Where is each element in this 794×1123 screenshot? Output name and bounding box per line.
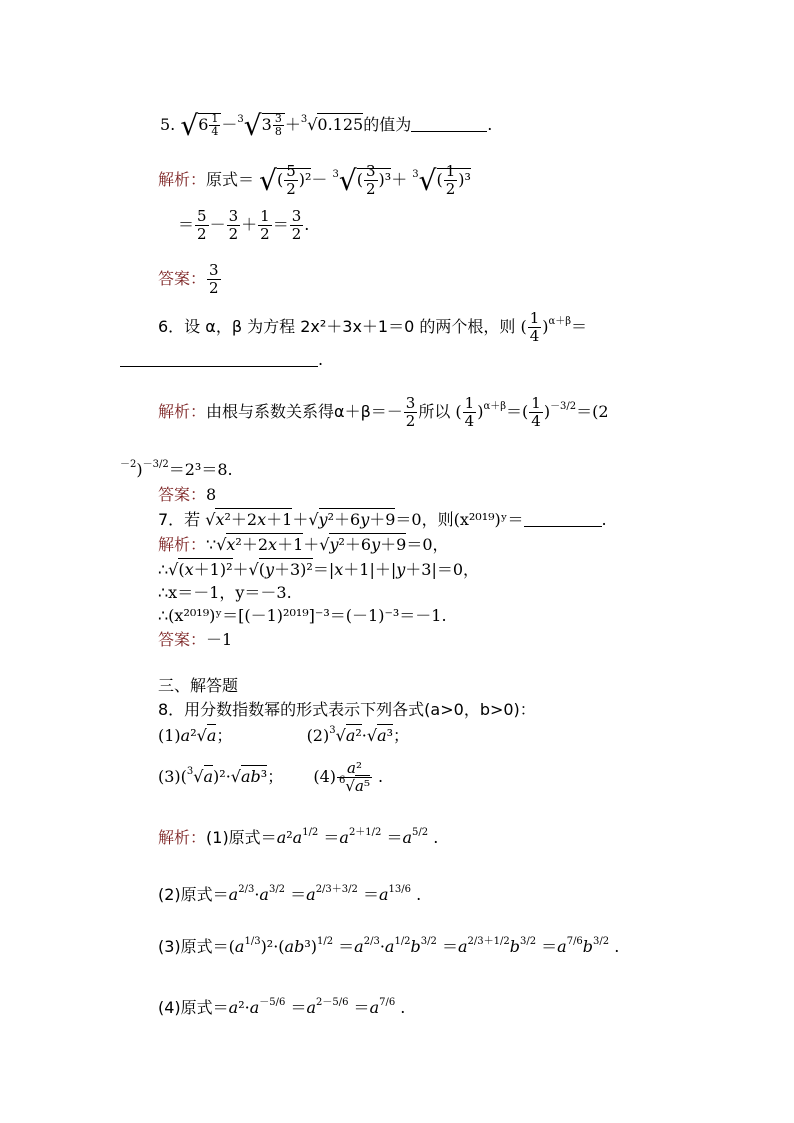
solution-text: ∴x＝－1，y＝－3. (158, 583, 292, 602)
problem-8-solution-4: (4)原式$=a^2\cdot a^{-5/6} =a^{2-5/6} =a^{7/6}$ . (158, 997, 406, 1017)
item-number: (2) (306, 726, 330, 745)
problem-7-solution-line2: ∴√(x＋1)²＋√(y＋3)²＝|x＋1|＋|y＋3|＝0， (158, 560, 480, 579)
answer-blank (120, 350, 318, 367)
solution-text: (1)原式＝ (206, 828, 277, 847)
problem-7-solution-line3 (158, 583, 292, 603)
answer-value: －1 (206, 630, 233, 649)
answer-value: 8 (206, 485, 217, 504)
problem-8-solution-1: 解析：(1)原式$=a^2a^{1/2} =a^{2+1/2} =a^{5/2}$ . (158, 827, 439, 847)
problem-6-solution: 解析：由根与系数关系得α＋β＝－ $\frac{3}{2}$ 所以 ( $\frac{1}{4}$ )$^{\alpha+\beta}$＝( $\frac{1}{4}$ )$^{-3/2}$＝(2 (158, 394, 609, 430)
problem-7-solution-line4 (158, 606, 447, 626)
solution-text-b: 所以 (418, 402, 451, 421)
question-text: 6．设 α，β 为方程 2x²＋3x＋1＝0 的两个根，则 (158, 317, 516, 336)
solution-label: 解析： (158, 828, 207, 847)
solution-text: 原式＝ (206, 170, 255, 189)
solution-label: 解析： (158, 535, 207, 554)
problem-5-question: 5. √6 $\frac{1}{4}$ －$^3$√3 $\frac{3}{8}$ ＋$^3$√0.125的值为 . (160, 109, 493, 142)
problem-8-solution-3: (3)原式$=(a^{1/3})^2\cdot(ab^3)^{1/2} =a^{2/3}\cdot a^{1/2}b^{3/2} =a^{2/3+1/2}b^{3/2} =a^{7/6}b^{3/2}$ . (158, 936, 620, 956)
answer-denominator: 2 (209, 279, 219, 297)
solution-text: ∴(x²⁰¹⁹)ʸ＝[(－1)²⁰¹⁹]⁻³＝(－1)⁻³＝－1. (158, 606, 447, 625)
item-number: (1) (158, 726, 181, 745)
solution-text: (3)原式＝ (158, 937, 229, 956)
item-number: (4) (313, 767, 337, 786)
item-number: (3) (158, 767, 181, 786)
answer-blank (524, 510, 602, 527)
problem-6-answer (158, 485, 216, 505)
problem-8-items-row2: (3)($^3$√a)²·√ab³； (4) $\frac{\text{a²}}{^6√a^5}$ . (158, 759, 384, 795)
solution-label: 解析： (158, 402, 207, 421)
problem-5-solution-line2: ＝ $\frac{5}{2}$ － $\frac{3}{2}$ ＋ $\frac{1}{2}$ ＝ $\frac{3}{2}$ . (178, 207, 310, 243)
problem-6-question: 6．设 α，β 为方程 2x²＋3x＋1＝0 的两个根，则 ( $\frac{1}{4}$ )$^{\alpha+\beta}$＝ (158, 309, 588, 345)
solution-result: ＝2³＝8. (168, 460, 233, 479)
solution-text-a: 由根与系数关系得α＋β＝－ (206, 402, 403, 421)
problem-8-items-row1: (1)a²√a； $(2)^3√a^2\cdot√a^3$； (158, 725, 410, 745)
solution-text: (2)原式＝ (158, 885, 229, 904)
problem-8-question: 8．用分数指数幂的形式表示下列各式(a>0，b>0)： (158, 700, 536, 719)
solution-label: 解析： (158, 170, 207, 189)
answer-blank (411, 115, 487, 132)
question-tail: 的值为 (363, 115, 412, 134)
problem-5-solution-line1: 解析：原式＝ √( $\frac{5}{2}$ )²－ $^3$√( $\frac{3}{2}$ )³＋ $^3$√( $\frac{1}{2}$ )³ (158, 162, 471, 198)
answer-label: 答案： (158, 485, 207, 504)
problem-7-question: 7．若 √x²＋2x＋1＋√y²＋6y＋9＝0，则(x²⁰¹⁹)ʸ＝ . (158, 510, 607, 529)
problem-number: 5. (160, 115, 176, 134)
answer-label: 答案： (158, 630, 207, 649)
problem-6-solution-cont: $^{-2}$)$^{-3/2}$＝2³＝8. (120, 459, 233, 479)
problem-7-solution-line1: 解析：∵√x²＋2x＋1＋√y²＋6y＋9＝0， (158, 535, 449, 554)
problem-7-answer (158, 630, 232, 650)
problem-6-blank-line: . (120, 350, 323, 370)
section-heading: 三、解答题 (158, 676, 239, 695)
problem-8-solution-2: (2)原式$=a^{2/3}\cdot a^{3/2} =a^{2/3+3/2} =a^{13/6}$ . (158, 884, 422, 904)
answer-numerator: 3 (209, 261, 219, 279)
problem-5-answer (158, 262, 222, 297)
answer-label: 答案： (158, 269, 207, 288)
question-tail: ＝0，则(x²⁰¹⁹)ʸ＝ (395, 510, 524, 529)
solution-text: (4)原式＝ (158, 998, 229, 1017)
question-text: 7．若 (158, 510, 201, 529)
